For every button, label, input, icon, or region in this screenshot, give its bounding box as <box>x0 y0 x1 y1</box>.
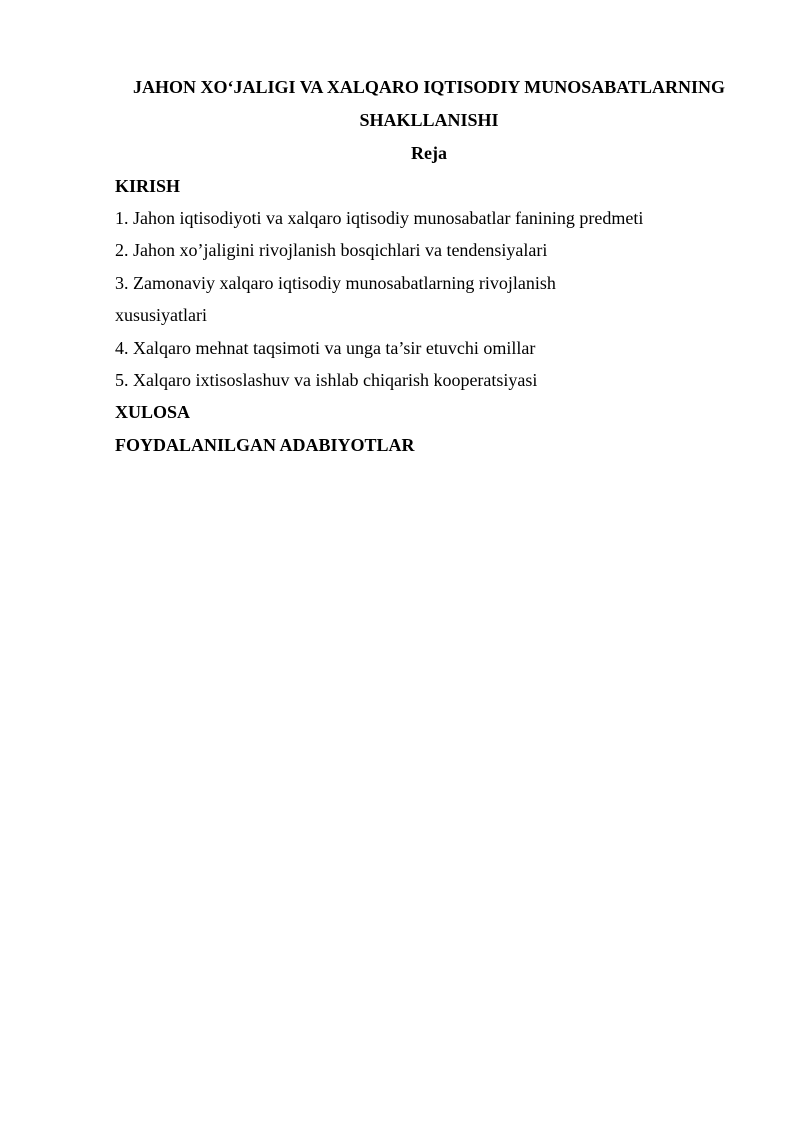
plan-item-3-continued: xususiyatlari <box>115 305 207 325</box>
document-title-line-2: SHAKLLANISHI <box>359 110 499 130</box>
section-references: FOYDALANILGAN ADABIYOTLAR <box>115 435 415 455</box>
plan-heading: Reja <box>411 143 447 163</box>
section-conclusion: XULOSA <box>115 402 191 422</box>
plan-item-3: 3. Zamonaviy xalqaro iqtisodiy munosabatlarning rivojlanish <box>115 273 556 293</box>
plan-item-1: 1. Jahon iqtisodiyoti va xalqaro iqtisodiy munosabatlar fanining predmeti <box>115 208 644 228</box>
section-intro: KIRISH <box>115 176 181 196</box>
plan-item-5: 5. Xalqaro ixtisoslashuv va ishlab chiqarish kooperatsiyasi <box>115 370 538 390</box>
plan-item-2: 2. Jahon xo’jaligini rivojlanish bosqichlari va tendensiyalari <box>115 240 548 260</box>
plan-item-4: 4. Xalqaro mehnat taqsimoti va unga ta’sir etuvchi omillar <box>115 338 536 358</box>
document-title-line-1: JAHON XO‘JALIGI VA XALQARO IQTISODIY MUNOSABATLARNING <box>133 77 725 97</box>
